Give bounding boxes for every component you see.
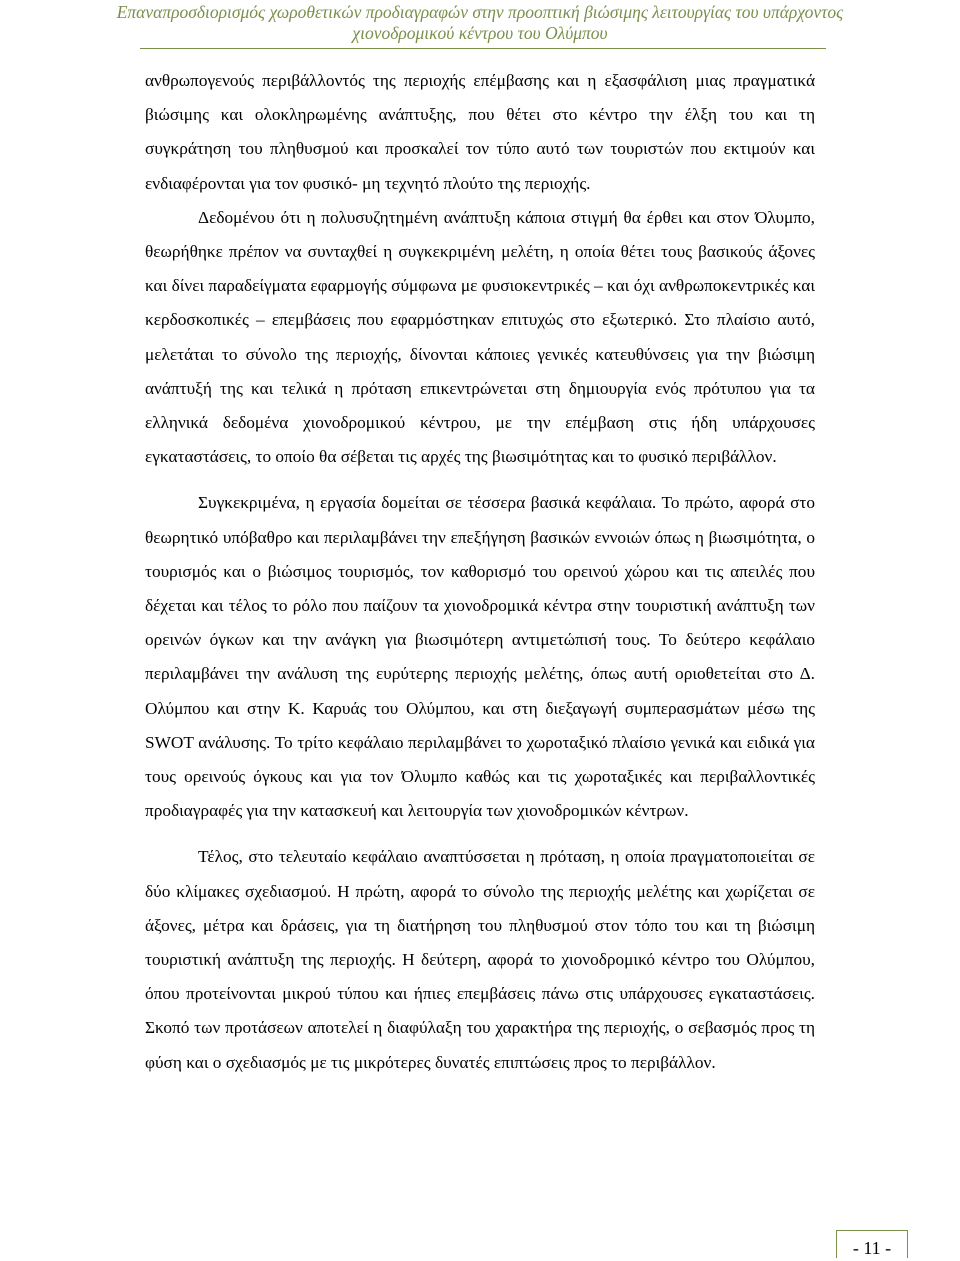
- paragraph-1: ανθρωπογενούς περιβάλλοντός της περιοχής επέμβασης και η εξασφάλιση μιας πραγματικά βιώσιμης και ολοκληρωμένης ανάπτυξης, που θέτει στο κέντρο την έλξη του και τη συγκράτηση του πληθυσμού και προσκαλεί τον τύπο αυτό των τουριστών που εκτιμούν και ενδιαφέρονται για τον φυσικό- μη τεχνητό πλούτο της περιοχής.: [145, 71, 815, 193]
- paragraph-4: Τέλος, στο τελευταίο κεφάλαιο αναπτύσσεται η πρόταση, η οποία πραγματοποιείται σε δύο κλίμακες σχεδιασμού. Η πρώτη, αφορά το σύνολο της περιοχής μελέτης και χωρίζεται σε άξονες, μέτρα και δράσεις, για τη διατήρηση του πληθυσμού στον τόπο του και τη βιώσιμη τουριστική ανάπτυξη της περιοχής. Η δεύτερη, αφορά το χιονοδρομικό κέντρο του Ολύμπου, όπου προτείνονται μικρού τύπου και ήπιες επεμβάσεις πάνω στις υπάρχουσες εγκαταστάσεις. Σκοπό των προτάσεων αποτελεί η διαφύλαξη του χαρακτήρα της περιοχής, ο σεβασμός προς τη φύση και ο σχεδιασμός με τις μικρότερες δυνατές επιπτώσεις προς το περιβάλλον.: [145, 847, 815, 1072]
- running-header: Επαναπροσδιορισμός χωροθετικών προδιαγραφών στην προοπτική βιώσιμης λειτουργίας του υπάρχοντος χιονοδρομικού κέντρου του Ολύμπου: [116, 2, 844, 43]
- paragraph-2: Δεδομένου ότι η πολυσυζητημένη ανάπτυξη κάποια στιγμή θα έρθει και στον Όλυμπο, θεωρήθηκε πρέπον να συνταχθεί η συγκεκριμένη μελέτη, η οποία θέτει τους βασικούς άξονες και δίνει παραδείγματα εφαρμογής σύμφωνα με φυσιοκεντρικές – και όχι ανθρωποκεντρικές και κερδοσκοπικές – επεμβάσεις που εφαρμόστηκαν επιτυχώς στο εξωτερικό. Στο πλαίσιο αυτό, μελετάται το σύνολο της περιοχής, δίνονται κάποιες γενικές κατευθύνσεις για την βιώσιμη ανάπτυξή της και τελικά η πρόταση επικεντρώνεται στη δημιουργία ενός πρότυπου για τα ελληνικά δεδομένα χιονοδρομικού κέντρου, με την επέμβαση στις ήδη υπάρχουσες εγκαταστάσεις, το οποίο θα σέβεται τις αρχές της βιωσιμότητας και το φυσικό περιβάλλον.: [145, 207, 815, 467]
- paragraph-3: Συγκεκριμένα, η εργασία δομείται σε τέσσερα βασικά κεφάλαια. Το πρώτο, αφορά στο θεωρητικό υπόβαθρο και περιλαμβάνει την επεξήγηση βασικών εννοιών όπως η βιωσιμότητα, ο τουρισμός και ο βιώσιμος τουρισμός, τον καθορισμό του ορεινού χώρου και τις απειλές που δέχεται και τέλος το ρόλο που παίζουν τα χιονοδρομικά κέντρα στην τουριστική ανάπτυξη των ορεινών όγκων και την ανάγκη για βιωσιμότερη αντιμετώπισή τους. Το δεύτερο κεφάλαιο περιλαμβάνει την ανάλυση της ευρύτερης περιοχής μελέτης, όπως αυτή οριοθετείται στο Δ. Ολύμπου και στην Κ. Καρυάς του Ολύμπου, και στη διεξαγωγή συμπερασμάτων μέσω της SWOT ανάλυσης. Το τρίτο κεφάλαιο περιλαμβάνει το χωροταξικό πλαίσιο γενικά και ειδικά για τους ορεινούς όγκους και για τον Όλυμπο καθώς και τις χωροταξικές και περιβαλλοντικές προδιαγραφές για την κατασκευή και λειτουργία των χιονοδρομικών κέντρων.: [145, 493, 815, 821]
- page-number: - 11 -: [836, 1230, 908, 1258]
- header-rule: [140, 48, 826, 49]
- body-text: [145, 64, 815, 1080]
